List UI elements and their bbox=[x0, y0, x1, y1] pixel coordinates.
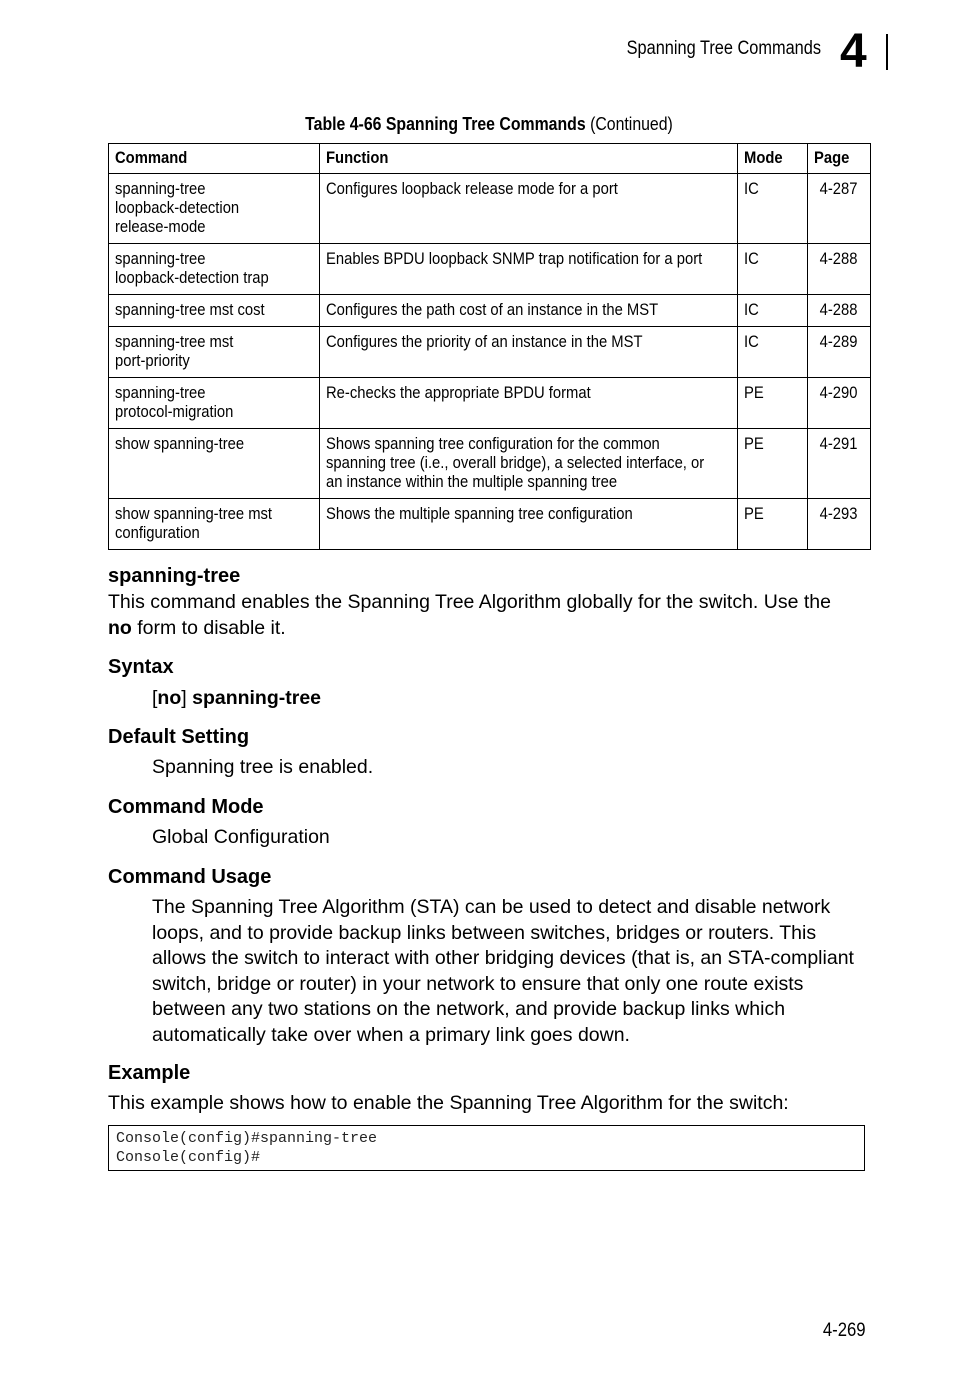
table-caption bbox=[154, 114, 825, 135]
table-body bbox=[109, 174, 871, 550]
cell-mode: PE bbox=[738, 378, 808, 429]
chapter-number: 4 bbox=[840, 25, 867, 78]
column-header-page: Page bbox=[808, 144, 871, 174]
page-number: 4-269 bbox=[823, 1320, 866, 1341]
example-heading: Example bbox=[108, 1062, 191, 1084]
table-row bbox=[109, 429, 871, 499]
cell-function: Configures the path cost of an instance in the MST bbox=[320, 295, 738, 327]
cell-mode: IC bbox=[738, 174, 808, 244]
cell-mode: PE bbox=[738, 429, 808, 499]
cell-page: 4-290 bbox=[808, 378, 871, 429]
cell-mode: IC bbox=[738, 244, 808, 295]
cell-function: Enables BPDU loopback SNMP trap notification for a port bbox=[320, 244, 738, 295]
example-text: This example shows how to enable the Spanning Tree Algorithm for the switch: bbox=[108, 1092, 789, 1114]
cell-page: 4-291 bbox=[808, 429, 871, 499]
cell-function: Shows spanning tree configuration for the common spanning tree (i.e., overall bridge), a selected interface, or an instance within the multiple spanning tree bbox=[320, 429, 738, 499]
syntax-line: [no] spanning-tree bbox=[152, 687, 322, 709]
table-row bbox=[109, 295, 871, 327]
cell-function: Re-checks the appropriate BPDU format bbox=[320, 378, 738, 429]
command-usage-heading: Command Usage bbox=[108, 866, 272, 888]
table-row bbox=[109, 327, 871, 378]
intro-text-end: form to disable it. bbox=[131, 616, 286, 639]
table-caption-label: Table 4-66 Spanning Tree Commands bbox=[305, 114, 586, 134]
command-usage-text: The Spanning Tree Algorithm (STA) can be used to detect and disable network loops, and to provide backup links between switches, bridges or routers. This allows the switch to interact with other bridging devices (that is, an STA-compliant switch, bridge or router) in your network to ensure that only one route exists between any two stations on the network, and provide backup links which automatically take over when a primary link goes down. bbox=[152, 896, 854, 1046]
table-row bbox=[109, 244, 871, 295]
cell-function: Shows the multiple spanning tree configuration bbox=[320, 499, 738, 550]
table-row bbox=[109, 174, 871, 244]
cell-mode: IC bbox=[738, 327, 808, 378]
chapter-divider bbox=[886, 34, 888, 70]
column-header-mode: Mode bbox=[738, 144, 808, 174]
table-caption-suffix: (Continued) bbox=[590, 114, 673, 134]
cell-page: 4-293 bbox=[808, 499, 871, 550]
table-row bbox=[109, 378, 871, 429]
column-header-command: Command bbox=[109, 144, 320, 174]
cell-page: 4-288 bbox=[808, 244, 871, 295]
intro-text: This command enables the Spanning Tree Algorithm globally for the switch. Use the bbox=[108, 591, 831, 613]
table-header-row bbox=[109, 144, 871, 174]
command-mode-text: Global Configuration bbox=[152, 826, 330, 848]
cell-command: spanning-tree protocol-migration bbox=[109, 378, 320, 429]
cell-function: Configures the priority of an instance in the MST bbox=[320, 327, 738, 378]
intro-no-keyword: no bbox=[108, 616, 132, 639]
cell-function: Configures loopback release mode for a port bbox=[320, 174, 738, 244]
syntax-command: spanning-tree bbox=[192, 687, 322, 709]
column-header-function: Function bbox=[320, 144, 738, 174]
cell-command: spanning-tree mst cost bbox=[109, 295, 320, 327]
cell-page: 4-287 bbox=[808, 174, 871, 244]
code-example: Console(config)#spanning-tree Console(config)# bbox=[108, 1125, 865, 1171]
cell-mode: PE bbox=[738, 499, 808, 550]
syntax-heading: Syntax bbox=[108, 656, 174, 678]
command-mode-heading: Command Mode bbox=[108, 796, 264, 818]
cell-page: 4-289 bbox=[808, 327, 871, 378]
cell-command: show spanning-tree bbox=[109, 429, 320, 499]
command-title: spanning-tree bbox=[108, 565, 241, 587]
cell-command: spanning-tree loopback-detection release-mode bbox=[109, 174, 320, 244]
cell-command: show spanning-tree mst configuration bbox=[109, 499, 320, 550]
cell-page: 4-288 bbox=[808, 295, 871, 327]
command-description bbox=[108, 590, 868, 641]
running-header-title: Spanning Tree Commands bbox=[626, 38, 821, 59]
default-setting-heading: Default Setting bbox=[108, 726, 250, 748]
syntax-no-keyword: no bbox=[157, 687, 182, 709]
command-table bbox=[108, 143, 871, 550]
cell-mode: IC bbox=[738, 295, 808, 327]
default-setting-text: Spanning tree is enabled. bbox=[152, 756, 374, 778]
cell-command: spanning-tree loopback-detection trap bbox=[109, 244, 320, 295]
table-row bbox=[109, 499, 871, 550]
cell-command: spanning-tree mst port-priority bbox=[109, 327, 320, 378]
